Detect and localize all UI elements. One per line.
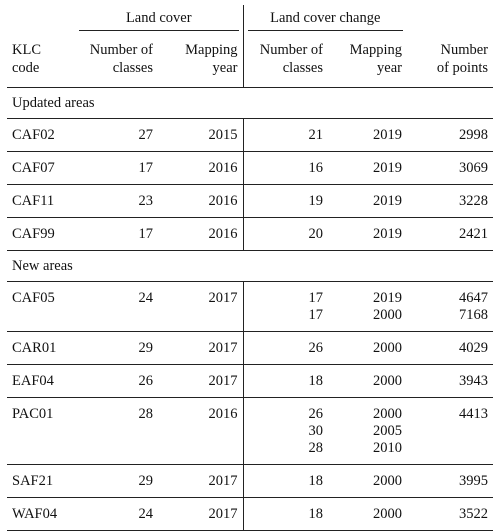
- cell-points: 4413: [459, 406, 488, 422]
- cell-lc-year: 2017: [158, 365, 243, 398]
- column-header-lcc-classes: [243, 31, 328, 88]
- cell-lc-classes: 29: [138, 473, 153, 489]
- cell-lcc-classes: 18: [308, 506, 323, 522]
- cell-points: 7168: [459, 307, 488, 323]
- table-row: [7, 365, 493, 398]
- cell-points: 3995: [459, 473, 488, 489]
- cell-klc-code: CAF07: [12, 160, 55, 176]
- cell-lc-year: 2017: [158, 282, 243, 308]
- section-title: New areas: [7, 251, 493, 282]
- cell-points: 3228: [459, 193, 488, 209]
- table-row-group: [7, 218, 493, 251]
- cell-lcc-classes: 21: [308, 127, 323, 143]
- cell-klc-code: [7, 423, 75, 440]
- column-header-line: year: [377, 60, 402, 76]
- table-row-group: [7, 152, 493, 185]
- table-row-group: [7, 498, 493, 531]
- header-spacer: [7, 5, 75, 31]
- group-header-land-cover-change-label: Land cover change: [270, 9, 381, 26]
- section-header-row: [7, 251, 493, 282]
- cell-lc-year: [158, 307, 243, 332]
- cell-lc-classes: 17: [138, 160, 153, 176]
- header-spacer: [407, 5, 493, 31]
- cell-lcc-classes: 18: [308, 373, 323, 389]
- table-row: [7, 282, 493, 308]
- group-header-land-cover-change: [243, 5, 407, 31]
- table-row-group: [7, 119, 493, 152]
- table-row: [7, 498, 493, 531]
- cell-lcc-year: 2019: [373, 193, 402, 209]
- column-header-klc-code: [7, 31, 75, 88]
- section-header-row: [7, 88, 493, 119]
- column-header-line: Number of: [89, 42, 153, 58]
- cell-lcc-classes: 30: [308, 423, 323, 439]
- cell-klc-code: CAF11: [12, 193, 55, 209]
- table-row: [7, 465, 493, 498]
- column-header-line: classes: [112, 60, 153, 76]
- cell-lc-year: 2017: [158, 332, 243, 365]
- cell-lc-year: 2016: [158, 185, 243, 218]
- cell-klc-code: CAF05: [12, 290, 55, 306]
- cell-klc-code: WAF04: [12, 506, 58, 522]
- cell-lc-classes: [75, 307, 158, 332]
- cell-points: 3069: [459, 160, 488, 176]
- column-header-line: code: [12, 60, 40, 76]
- section-title: Updated areas: [7, 88, 493, 119]
- cell-lcc-year: 2019: [373, 290, 402, 306]
- cell-lcc-classes: 18: [308, 473, 323, 489]
- cell-points: 2421: [459, 226, 488, 242]
- cell-lc-year: 2016: [158, 218, 243, 251]
- cell-lc-classes: 24: [138, 290, 153, 306]
- cell-points: [407, 440, 493, 465]
- table-row: [7, 398, 493, 424]
- data-table: [7, 5, 493, 531]
- table-row: [7, 152, 493, 185]
- cell-lc-classes: 27: [138, 127, 153, 143]
- cell-klc-code: SAF21: [12, 473, 54, 489]
- table-row-group: [7, 465, 493, 498]
- column-header-lc-year: [158, 31, 243, 88]
- section: [7, 251, 493, 282]
- column-header-points: [407, 31, 493, 88]
- cell-lc-year: 2016: [158, 398, 243, 424]
- cell-lcc-classes: 26: [308, 340, 323, 356]
- cell-lcc-year: 2000: [373, 406, 402, 422]
- column-header-line: Number of: [259, 42, 323, 58]
- column-header-line: Mapping: [185, 42, 238, 58]
- cell-lcc-classes: 17: [308, 307, 323, 323]
- cell-lcc-classes: 28: [308, 440, 323, 456]
- table-row-group: [7, 365, 493, 398]
- cell-lc-classes: 28: [138, 406, 153, 422]
- cell-lc-classes: 17: [138, 226, 153, 242]
- cell-lc-year: [158, 440, 243, 465]
- cell-lc-year: 2015: [158, 119, 243, 152]
- table-row: [7, 119, 493, 152]
- cell-lc-classes: 26: [138, 373, 153, 389]
- cell-lcc-classes: 26: [308, 406, 323, 422]
- table-row: [7, 307, 493, 332]
- column-header-line: classes: [282, 60, 323, 76]
- cell-klc-code: [7, 307, 75, 332]
- cell-lcc-year: 2000: [373, 340, 402, 356]
- cell-lcc-classes: 19: [308, 193, 323, 209]
- column-header-lc-classes: [75, 31, 158, 88]
- cell-lc-classes: [75, 423, 158, 440]
- cell-lcc-year: 2019: [373, 226, 402, 242]
- table-row: [7, 423, 493, 440]
- cell-lcc-classes: 16: [308, 160, 323, 176]
- cell-points: 4647: [459, 290, 488, 306]
- cell-lc-classes: 24: [138, 506, 153, 522]
- cell-points: 4029: [459, 340, 488, 356]
- table-row-group: [7, 185, 493, 218]
- cell-lc-year: 2017: [158, 498, 243, 531]
- cell-klc-code: PAC01: [12, 406, 54, 422]
- cell-lc-classes: 23: [138, 193, 153, 209]
- table-row: [7, 218, 493, 251]
- column-header-line: year: [212, 60, 238, 76]
- cell-lcc-year: 2000: [373, 307, 402, 323]
- column-header-line: Mapping: [349, 42, 402, 58]
- cell-klc-code: CAF99: [12, 226, 55, 242]
- cell-lc-year: 2016: [158, 152, 243, 185]
- cell-lcc-year: 2005: [373, 423, 402, 439]
- table-row-group: [7, 282, 493, 332]
- cell-lcc-year: 2019: [373, 160, 402, 176]
- table-row: [7, 332, 493, 365]
- cell-lcc-year: 2010: [373, 440, 402, 456]
- column-header-line: KLC: [12, 42, 41, 58]
- column-header-line: of points: [436, 60, 488, 76]
- cell-points: 3943: [459, 373, 488, 389]
- cell-klc-code: CAF02: [12, 127, 55, 143]
- cell-klc-code: CAR01: [12, 340, 57, 356]
- group-header-land-cover: [75, 5, 243, 31]
- column-header-lcc-year: [328, 31, 407, 88]
- cell-lcc-year: 2019: [373, 127, 402, 143]
- cell-points: 3522: [459, 506, 488, 522]
- cell-lc-year: [158, 423, 243, 440]
- table-row: [7, 440, 493, 465]
- table-row: [7, 185, 493, 218]
- group-header-land-cover-label: Land cover: [125, 9, 192, 26]
- cell-klc-code: EAF04: [12, 373, 54, 389]
- cell-lcc-year: 2000: [373, 373, 402, 389]
- table-header: [7, 5, 493, 88]
- table-row-group: [7, 332, 493, 365]
- cell-lc-classes: [75, 440, 158, 465]
- cell-lcc-classes: 20: [308, 226, 323, 242]
- cell-lcc-year: 2000: [373, 473, 402, 489]
- cell-points: [407, 423, 493, 440]
- cell-lcc-year: 2000: [373, 506, 402, 522]
- column-header-line: Number: [440, 42, 488, 58]
- cell-lc-year: 2017: [158, 465, 243, 498]
- cell-klc-code: [7, 440, 75, 465]
- cell-points: 2998: [459, 127, 488, 143]
- cell-lcc-classes: 17: [308, 290, 323, 306]
- cell-lc-classes: 29: [138, 340, 153, 356]
- table-row-group: [7, 398, 493, 465]
- section: [7, 88, 493, 119]
